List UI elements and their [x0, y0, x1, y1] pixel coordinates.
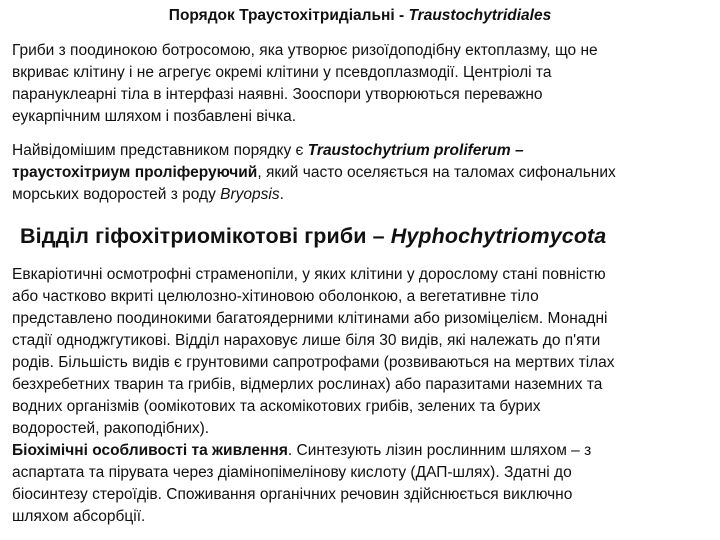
text-line: представлено поодинокими багатоядерними клітинами або ризоміцелієм. Монадні [12, 310, 608, 327]
text-line: стадії одноджгутикові. Відділ нараховує лише біля 30 видів, які належать до п'яти [12, 332, 601, 349]
text-line [12, 162, 715, 184]
text-line [12, 140, 715, 162]
text-span: Найвідомішим представником порядку є [12, 142, 308, 159]
section-heading [20, 222, 606, 250]
text-line: вкриває клітину і не агрегує окремі клітини у псевдоплазмодії. Центріолі та [12, 64, 552, 81]
text-line: або частково вкриті целюлозно-хітиновою оболонкою, а вегетативне тіло [12, 288, 539, 305]
text-line: Гриби з поодинокою ботросомою, яка утворює ризоїдоподібну ектоплазму, що не [12, 42, 598, 59]
section-heading-text: Відділ гіфохітриомікотові гриби – [20, 224, 391, 248]
biochem-paragraph [12, 440, 715, 528]
text-span: , який часто оселяється на таломах сифональних [257, 164, 616, 181]
biochem-heading: Біохімічні особливості та живлення [12, 442, 288, 459]
text-line: аспартата та пірувата через діамінопімелінову кислоту (ДАП-шлях). Здатні до [12, 464, 572, 481]
description-paragraph [12, 264, 715, 440]
intro-paragraph [12, 40, 715, 128]
text-line: родів. Більшість видів є грунтовими сапротрофами (розвиваються на мертвих тілах [12, 354, 615, 371]
text-line: еукарпічним шляхом і позбавлені вічка. [12, 108, 297, 125]
species-name: Traustochytrium proliferum – [307, 142, 524, 159]
genus-name: Bryopsis [220, 186, 280, 203]
text-line [12, 184, 715, 206]
title-text: Порядок Траустохітридіальні - [168, 7, 409, 24]
text-line: водоростей, ракоподібних). [12, 420, 210, 437]
title-latin-name: Traustochytridiales [408, 7, 552, 24]
text-line [12, 440, 715, 462]
text-line: Евкаріотичні осмотрофні страменопіли, у яких клітини у дорослому стані повністю [12, 266, 606, 283]
representative-paragraph [12, 140, 715, 206]
text-span: . [279, 186, 284, 203]
page-title [0, 6, 720, 26]
text-line: шляхом абсорбції. [12, 508, 146, 525]
species-common-name: траустохітриум проліферуючий [12, 164, 258, 181]
section-heading-latin: Hyphochytriomycota [390, 224, 607, 248]
text-span: морських водоростей з роду [12, 186, 221, 203]
text-line: біосинтезу стероїдів. Споживання органічних речовин здійснюється виключно [12, 486, 573, 503]
text-line: безхребетних тварин та грибів, відмерлих рослинах) або паразитами наземних та [12, 376, 603, 393]
text-line: парануклеарні тіла в інтерфазі наявні. Зооспори утворюються переважно [12, 86, 543, 103]
text-line: водних організмів (оомікотових та аскомікотових грибів, зелених та бурих [12, 398, 541, 415]
text-span: . Синтезують лізин рослинним шляхом – з [287, 442, 592, 459]
